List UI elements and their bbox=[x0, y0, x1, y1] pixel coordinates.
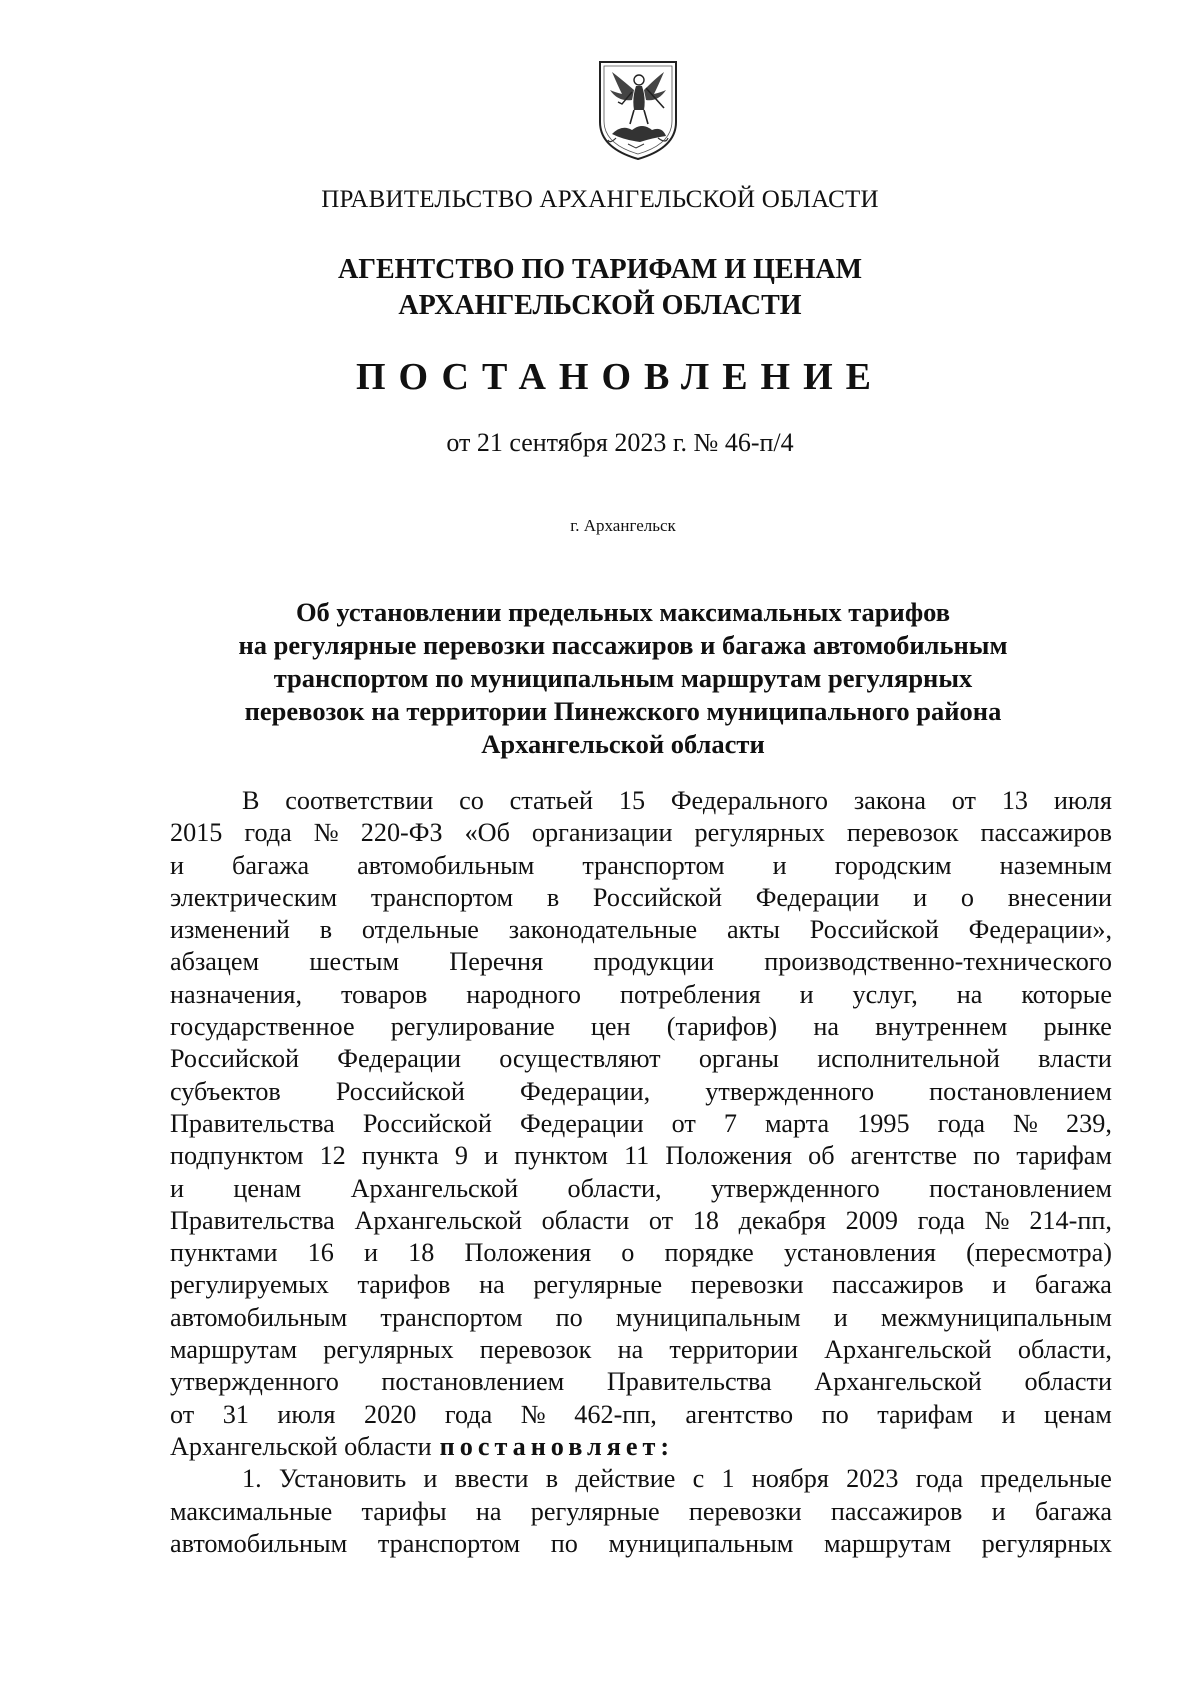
body-word: ноября bbox=[751, 1464, 829, 1494]
body-word: от bbox=[648, 1205, 674, 1235]
body-word: июля bbox=[1053, 786, 1112, 815]
body-word: пассажиров bbox=[832, 1270, 964, 1300]
body-word: в bbox=[545, 1464, 559, 1494]
body-word: со bbox=[459, 786, 484, 815]
body-word: области, bbox=[567, 1173, 662, 1203]
body-word: тарифы bbox=[361, 1496, 447, 1526]
body-word: 31 bbox=[222, 1399, 249, 1429]
body-word: регулирование bbox=[390, 1012, 555, 1042]
body-word: 2009 bbox=[845, 1205, 898, 1235]
body-word: органы bbox=[698, 1044, 779, 1074]
body-word: от bbox=[671, 1108, 696, 1138]
body-word: года bbox=[244, 818, 292, 848]
agency-name-line-1: АГЕНТСТВО ПО ТАРИФАМ И ЦЕНАМ bbox=[337, 254, 863, 285]
body-word: утвержденного bbox=[710, 1173, 880, 1203]
body-word: о bbox=[960, 882, 974, 912]
body-word: перевозки bbox=[690, 1270, 804, 1300]
body-word: Российской bbox=[592, 882, 722, 912]
body-word: маршрутам bbox=[823, 1528, 952, 1558]
body-line bbox=[170, 1173, 1112, 1205]
body-line bbox=[170, 785, 1112, 817]
body-word: наземным bbox=[999, 850, 1112, 880]
body-word: пассажиров bbox=[830, 1496, 963, 1526]
body-word: регулярные bbox=[533, 1270, 663, 1300]
body-word: от bbox=[951, 786, 976, 815]
body-word: тарифам bbox=[1016, 1141, 1112, 1171]
body-word: территории bbox=[669, 1335, 798, 1365]
title-line: на регулярные перевозки пассажиров и багажа автомобильным bbox=[238, 630, 1008, 660]
body-word: и bbox=[170, 1173, 185, 1203]
body-word: и bbox=[423, 1464, 438, 1494]
body-word: области, bbox=[1017, 1335, 1112, 1365]
body-word: автомобильным bbox=[170, 1528, 348, 1558]
body-word: на bbox=[813, 1012, 839, 1042]
body-word: ценам bbox=[1044, 1399, 1112, 1429]
body-word: багажа bbox=[1034, 1496, 1112, 1526]
body-word: 12 bbox=[319, 1141, 346, 1171]
body-word: 18 bbox=[692, 1205, 719, 1235]
body-word: маршрутам bbox=[170, 1335, 298, 1365]
body-word: муниципальным bbox=[615, 1302, 801, 1332]
body-word: транспортом bbox=[370, 882, 514, 912]
body-word: товаров bbox=[340, 979, 428, 1009]
body-word: 239, bbox=[1066, 1108, 1112, 1138]
body-line bbox=[170, 1334, 1112, 1366]
body-line bbox=[170, 882, 1112, 914]
body-word: агентстве bbox=[850, 1141, 957, 1171]
body-word: Федерации bbox=[755, 882, 880, 912]
body-word: (пересмотра) bbox=[966, 1238, 1112, 1268]
body-word: транспортом bbox=[380, 1302, 523, 1332]
item-1-line bbox=[170, 1463, 1112, 1495]
body-word: года bbox=[915, 1464, 964, 1494]
body-word: 1. bbox=[242, 1464, 262, 1494]
body-word: и bbox=[170, 850, 185, 880]
body-line bbox=[170, 850, 1112, 882]
body-word: исполнительной bbox=[817, 1044, 1000, 1074]
body-word: марта bbox=[765, 1108, 830, 1138]
body-word: Архангельской bbox=[814, 1367, 982, 1397]
body-word: 1995 bbox=[857, 1108, 910, 1138]
body-word: Федерации bbox=[519, 1108, 644, 1138]
body-word: потребления bbox=[619, 979, 761, 1009]
body-word: на bbox=[956, 979, 983, 1009]
body-line bbox=[170, 1269, 1112, 1301]
body-word: и bbox=[913, 882, 928, 912]
body-word: № bbox=[1013, 1108, 1039, 1138]
body-word: 1 bbox=[721, 1464, 735, 1494]
body-word: цен bbox=[590, 1012, 631, 1042]
body-word: Федерации», bbox=[968, 915, 1112, 945]
body-word: багажа bbox=[232, 850, 310, 880]
body-word: Правительства bbox=[170, 1108, 335, 1138]
body-word: постановлением bbox=[929, 1173, 1112, 1203]
body-line bbox=[170, 1302, 1112, 1334]
body-word: изменений bbox=[170, 915, 290, 945]
body-word: 214-пп, bbox=[1029, 1205, 1112, 1235]
body-word: багажа bbox=[1034, 1270, 1112, 1300]
body-word: и bbox=[484, 1141, 499, 1171]
title-line: транспортом по муниципальным маршрутам регулярных bbox=[273, 663, 973, 693]
document-city: г. Архангельск bbox=[570, 516, 676, 535]
body-line bbox=[170, 946, 1112, 978]
body-word: № bbox=[313, 818, 339, 848]
body-word: года bbox=[917, 1205, 966, 1235]
document-type-heading: ПОСТАНОВЛЕНИЕ bbox=[355, 356, 885, 398]
document-title bbox=[0, 596, 1200, 761]
body-word: 2020 bbox=[363, 1399, 417, 1429]
body-word: осуществляют bbox=[499, 1044, 661, 1074]
arkhangelsk-coat-of-arms-emblem bbox=[592, 58, 684, 162]
body-word: 2023 bbox=[846, 1464, 899, 1494]
body-word: «Об bbox=[464, 818, 510, 848]
body-word: по bbox=[973, 1141, 1001, 1171]
title-line: перевозок на территории Пинежского муниципального района bbox=[244, 696, 1002, 726]
body-line bbox=[170, 1237, 1112, 1269]
body-word: действие bbox=[575, 1464, 676, 1494]
body-word: о bbox=[621, 1238, 635, 1268]
body-word: на bbox=[617, 1335, 644, 1365]
body-word: закона bbox=[853, 786, 926, 815]
body-word: 220-ФЗ bbox=[360, 818, 443, 848]
body-word: установления bbox=[783, 1238, 936, 1268]
body-word: утвержденного bbox=[705, 1076, 875, 1106]
body-word: Правительства bbox=[606, 1367, 772, 1397]
body-word: ввести bbox=[454, 1464, 529, 1494]
body-line bbox=[170, 1366, 1112, 1398]
document-body bbox=[170, 785, 1112, 1560]
body-word: подпунктом bbox=[170, 1141, 304, 1171]
body-word: муниципальным bbox=[608, 1528, 794, 1558]
body-word: декабря bbox=[738, 1205, 826, 1235]
body-word: агентство bbox=[685, 1399, 794, 1429]
body-word: шестым bbox=[309, 947, 400, 977]
body-word: автомобильным bbox=[170, 1302, 348, 1332]
body-word: Архангельской bbox=[350, 1173, 519, 1203]
body-word: народного bbox=[466, 979, 581, 1009]
body-word: и bbox=[833, 1302, 848, 1332]
closing-prefix: Архангельской области bbox=[170, 1431, 432, 1461]
body-word: по bbox=[821, 1399, 849, 1429]
body-word: ценам bbox=[233, 1173, 302, 1203]
body-word: тарифов bbox=[357, 1270, 451, 1300]
body-word: года bbox=[937, 1108, 985, 1138]
body-line bbox=[170, 1011, 1112, 1043]
body-word: 2015 bbox=[170, 818, 223, 848]
body-word: пунктом bbox=[514, 1141, 608, 1171]
body-closing-line bbox=[170, 1431, 1112, 1463]
body-word: соответствии bbox=[285, 786, 434, 815]
item-1-line bbox=[170, 1496, 1112, 1528]
body-word: 18 bbox=[408, 1238, 435, 1268]
body-word: по bbox=[550, 1528, 578, 1558]
body-word: по bbox=[555, 1302, 583, 1332]
body-word: Правительства bbox=[170, 1205, 335, 1235]
body-word: и bbox=[772, 850, 787, 880]
body-word: перевозки bbox=[688, 1496, 802, 1526]
body-word: электрическим bbox=[170, 882, 338, 912]
body-word: регулярных bbox=[981, 1528, 1112, 1558]
body-word: услуг, bbox=[852, 979, 918, 1009]
body-word: которые bbox=[1021, 979, 1112, 1009]
body-word: области bbox=[1024, 1367, 1112, 1397]
body-word: регулярных bbox=[323, 1335, 454, 1365]
body-word: об bbox=[808, 1141, 835, 1171]
body-word: Российской bbox=[335, 1076, 465, 1106]
body-word: Российской bbox=[809, 915, 939, 945]
body-word: утвержденного bbox=[170, 1367, 339, 1397]
closing-resolves-word: постановляет: bbox=[439, 1431, 675, 1461]
body-word: Положения bbox=[665, 1141, 793, 1171]
body-word: Установить bbox=[278, 1464, 407, 1494]
body-line bbox=[170, 817, 1112, 849]
body-word: акты bbox=[726, 915, 780, 945]
body-line bbox=[170, 1108, 1112, 1140]
agency-name bbox=[0, 252, 1200, 324]
body-word: власти bbox=[1038, 1044, 1112, 1074]
body-word: и bbox=[799, 979, 814, 1009]
body-line bbox=[170, 914, 1112, 946]
body-word: В bbox=[242, 786, 260, 815]
body-word: и bbox=[1001, 1399, 1016, 1429]
body-word: транспортом bbox=[582, 850, 725, 880]
body-line bbox=[170, 1076, 1112, 1108]
body-word: Российской bbox=[170, 1044, 300, 1074]
body-word: и bbox=[991, 1496, 1006, 1526]
body-word: Федерации bbox=[337, 1044, 461, 1074]
body-word: отдельные bbox=[361, 915, 479, 945]
body-word: организации bbox=[531, 818, 673, 848]
body-word: внесении bbox=[1007, 882, 1112, 912]
agency-name-line-2: АРХАНГЕЛЬСКОЙ ОБЛАСТИ bbox=[398, 290, 802, 321]
body-word: регулируемых bbox=[170, 1270, 329, 1300]
body-word: Перечня bbox=[449, 947, 544, 977]
body-word: 11 bbox=[624, 1141, 650, 1171]
body-word: 462-пп, bbox=[574, 1399, 657, 1429]
body-word: пунктами bbox=[170, 1238, 278, 1268]
body-word: абзацем bbox=[170, 947, 260, 977]
body-word: автомобильным bbox=[357, 850, 535, 880]
body-word: пассажиров bbox=[980, 818, 1112, 848]
document-date-number: от 21 сентября 2023 г. № 46-п/4 bbox=[446, 428, 794, 457]
body-word: Архангельской bbox=[824, 1335, 992, 1365]
body-word: максимальные bbox=[170, 1496, 333, 1526]
body-word: регулярных bbox=[694, 818, 825, 848]
title-line: Об установлении предельных максимальных тарифов bbox=[295, 597, 951, 627]
body-word: 15 bbox=[618, 786, 646, 815]
body-line bbox=[170, 1140, 1112, 1172]
body-word: субъектов bbox=[170, 1076, 281, 1106]
body-word: в bbox=[546, 882, 560, 912]
body-word: законодательные bbox=[508, 915, 698, 945]
body-word: от bbox=[170, 1399, 195, 1429]
body-word: постановлением bbox=[929, 1076, 1112, 1106]
body-word: 16 bbox=[307, 1238, 334, 1268]
title-line: Архангельской области bbox=[481, 729, 765, 759]
body-word: постановлением bbox=[381, 1367, 565, 1397]
body-word: 13 bbox=[1001, 786, 1028, 815]
body-word: года bbox=[444, 1399, 493, 1429]
body-word: межмуниципальным bbox=[880, 1302, 1112, 1332]
body-word: рынке bbox=[1043, 1012, 1112, 1042]
body-word: июля bbox=[277, 1399, 336, 1429]
body-word: продукции bbox=[593, 947, 714, 977]
body-line bbox=[170, 1043, 1112, 1075]
body-word: на bbox=[475, 1496, 502, 1526]
body-word: государственное bbox=[170, 1012, 355, 1042]
government-name: ПРАВИТЕЛЬСТВО АРХАНГЕЛЬСКОЙ ОБЛАСТИ bbox=[321, 186, 879, 213]
body-word: предельные bbox=[980, 1464, 1112, 1494]
body-word: перевозок bbox=[479, 1335, 592, 1365]
body-word: статьей bbox=[509, 786, 594, 815]
body-word: в bbox=[319, 915, 333, 945]
body-word: Российской bbox=[362, 1108, 492, 1138]
body-word: № bbox=[984, 1205, 1010, 1235]
body-word: Федерального bbox=[670, 786, 829, 815]
body-word: (тарифов) bbox=[666, 1012, 778, 1042]
body-word: 9 bbox=[454, 1141, 468, 1171]
body-word: транспортом bbox=[377, 1528, 521, 1558]
body-word: Архангельской bbox=[354, 1205, 523, 1235]
item-1-line bbox=[170, 1528, 1112, 1560]
body-word: регулярные bbox=[530, 1496, 660, 1526]
body-word: производственно-технического bbox=[764, 947, 1112, 977]
body-word: пункта bbox=[361, 1141, 439, 1171]
body-word: и bbox=[992, 1270, 1007, 1300]
body-word: перевозок bbox=[846, 818, 959, 848]
body-word: № bbox=[520, 1399, 546, 1429]
body-word: с bbox=[692, 1464, 705, 1494]
body-word: области bbox=[541, 1205, 630, 1235]
body-line bbox=[170, 1399, 1112, 1431]
body-word: тарифам bbox=[877, 1399, 973, 1429]
body-line bbox=[170, 1205, 1112, 1237]
body-line bbox=[170, 979, 1112, 1011]
body-word: Федерации, bbox=[520, 1076, 651, 1106]
body-word: внутреннем bbox=[875, 1012, 1008, 1042]
body-word: и bbox=[363, 1238, 378, 1268]
body-word: Положения bbox=[464, 1238, 592, 1268]
body-word: назначения, bbox=[170, 979, 302, 1009]
body-word: на bbox=[479, 1270, 505, 1300]
body-word: городским bbox=[834, 850, 952, 880]
body-word: порядке bbox=[664, 1238, 754, 1268]
body-word: 7 bbox=[723, 1108, 737, 1138]
